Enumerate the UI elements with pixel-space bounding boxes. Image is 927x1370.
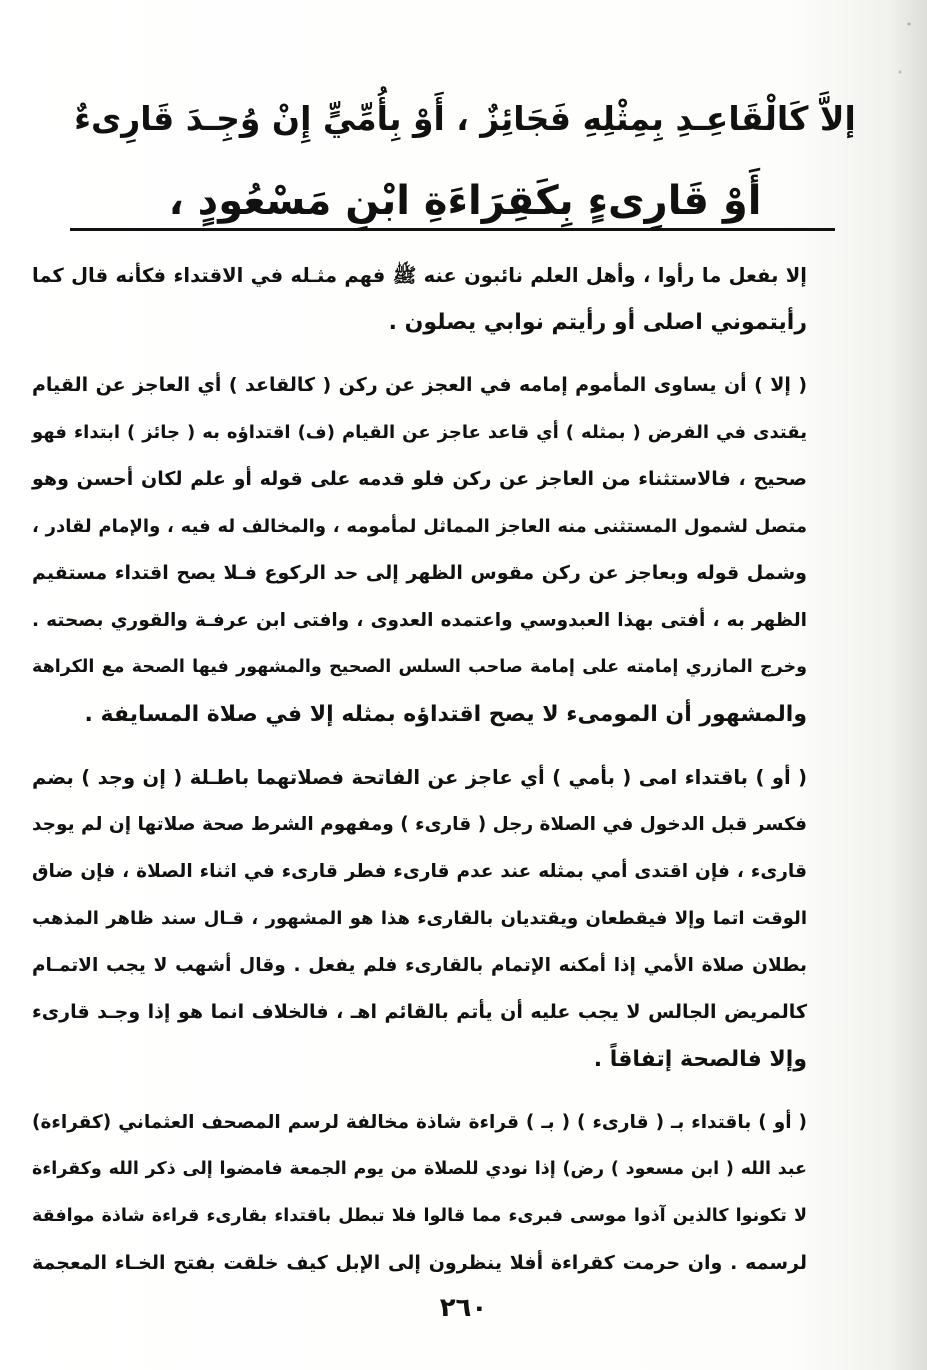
matn-line-2: أَوْ قَارِىءٍ بِكَقِرَاءَةِ ابْنِ مَسْعُودٍ ،: [168, 178, 762, 224]
text-line: رأيتموني اصلى أو رأيتم نوابي يصلون .: [388, 310, 807, 335]
matn-line-1: إلاَّ كَالْقَاعِـدِ بِمِثْلِهِ فَجَائِزٌ ، أَوْ بِأُمِّيٍّ إِنْ وُجِـدَ قَارِىءٌ: [74, 99, 856, 138]
text-line: وإلا فالصحة إتفاقاً .: [593, 1047, 807, 1072]
matn-header: [70, 78, 860, 242]
text-line: وخرج المازري إمامته على إمامة صاحب السلس الصحيح والمشهور فيها الصحة مع الكراهة: [32, 657, 807, 677]
text-line: بطلان صلاة الأمي إذا أمكنه الإتمام بالقارىء فلم يفعل . وقال أشهب لا يجب الاتمـام: [32, 955, 807, 976]
scan-noise: [891, 0, 921, 120]
text-line: إلا بفعل ما رأوا ، وأهل العلم نائبون عنه ﷺ فهم مثـله في الاقتداء فكأنه قال كما: [32, 264, 807, 287]
paragraph-2: [32, 362, 807, 738]
text-line: يقتدى في الفرض ( بمثله ) أي قاعد عاجز عن القيام (ف) اقتداؤه به ( جائز ) ابتداء فهو: [32, 422, 807, 443]
text-line: الظهر به ، أفتى بهذا العبدوسي واعتمده العدوى ، وافتى ابن عرفـة والقوري بصحته .: [32, 610, 807, 631]
page-number: ٢٦٠: [439, 1293, 488, 1323]
text-line: لرسمه . وان حرمت كقراءة أفلا ينظرون إلى الإبل كيف خلقت بفتح الخـاء المعجمة: [32, 1252, 807, 1274]
text-line: ( إلا ) أن يساوى المأموم إمامه في العجز عن ركن ( كالقاعد ) أي العاجز عن القيام: [32, 374, 807, 396]
text-line: كالمريض الجالس لا يجب عليه أن يأتم بالقائم اهـ ، فالخلاف انما هو إذا وجـد قارىء: [32, 1001, 807, 1023]
text-line: قارىء ، فإن اقتدى أمي بمثله عند عدم قارىء فطر قارىء في اثناء الصلاة ، فإن ضاق: [32, 861, 807, 882]
text-line: ( أو ) باقتداء امى ( بأمي ) أي عاجز عن الفاتحة فصلاتهما باطـلة ( إن وجد ) بضم: [32, 766, 807, 789]
header-divider-rule: [70, 228, 835, 231]
paragraph-1: [32, 252, 807, 346]
paragraph-4: [32, 1099, 807, 1287]
commentary-body: [32, 252, 807, 1287]
paragraph-3: [32, 754, 807, 1083]
text-line: الوقت اتما وإلا فيقطعان ويقتديان بالقارىء هذا هو المشهور ، قـال سند ظاهر المذهب: [32, 908, 807, 929]
text-line: وشمل قوله وبعاجز عن ركن مقوس الظهر إلى حد الركوع فـلا يصح اقتداء مستقيم: [32, 562, 807, 584]
text-line: والمشهور أن المومىء لا يصح اقتداؤه بمثله إلا في صلاة المسايفة .: [84, 702, 807, 727]
text-line: صحيح ، فالاستثناء من العاجز عن ركن فلو قدمه على قوله أو علم لكان أحسن وهو: [32, 468, 807, 490]
text-line: لا تكونوا كالذين آذوا موسى فبرىء مما قالوا فلا تبطل باقتداء بقارىء قراءة شاذة موافقة: [32, 1206, 807, 1226]
text-line: متصل لشمول المستثنى منه العاجز المماثل لمأمومه ، والمخالف له فيه ، والإمام لقادر ،: [32, 516, 807, 537]
text-line: عبد الله ( ابن مسعود ) رض) إذا نودي للصلاة من يوم الجمعة فامضوا إلى ذكر الله وكقراءة: [32, 1159, 807, 1179]
text-line: فكسر قبل الدخول في الصلاة رجل ( قارىء ) ومفهوم الشرط صحة صلاتها إن لم يوجد: [32, 814, 807, 835]
text-line: ( أو ) باقتداء بـ ( قارىء ) ( بـ ) قراءة شاذة مخالفة لرسم المصحف العثماني (كقراءة): [32, 1112, 807, 1133]
